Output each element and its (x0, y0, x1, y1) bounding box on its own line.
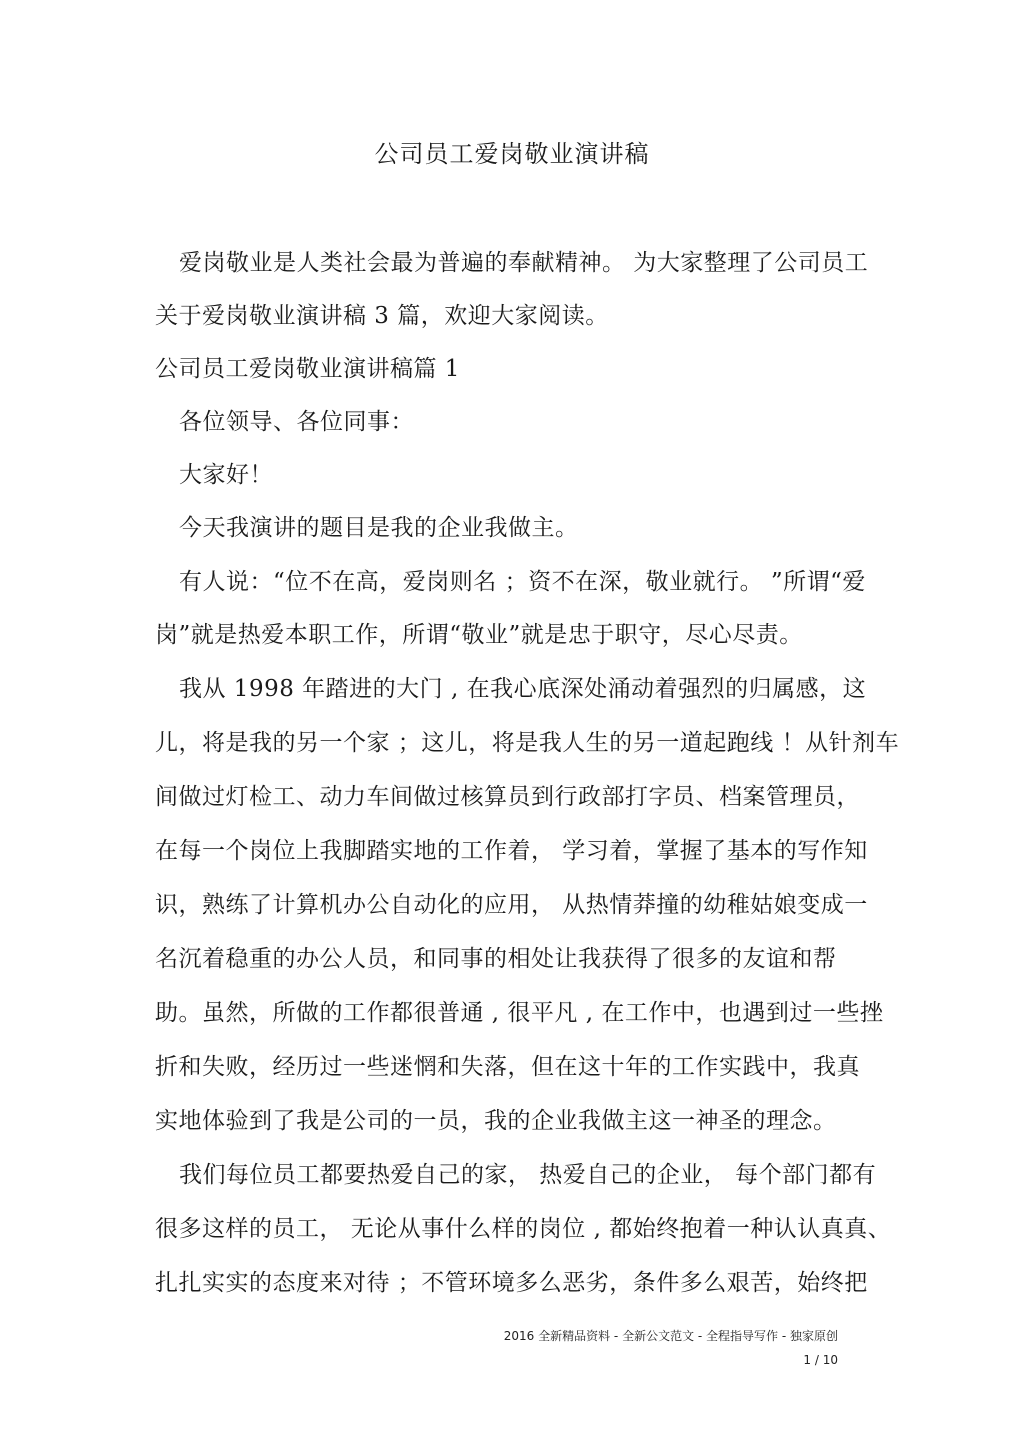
page-footer: 2016 全新精品资料 - 全新公文范文 - 全程指导写作 - 独家原创 (503, 1329, 838, 1343)
greeting: 大家好！ (179, 462, 273, 488)
body-line: 爱岗敬业是人类社会最为普遍的奉献精神。 为大家整理了公司员工 (179, 250, 869, 276)
body-line: 今天我演讲的题目是我的企业我做主。 (179, 515, 579, 541)
body-line: 岗”就是热爱本职工作，所谓“敬业”就是忠于职守，尽心尽责。 (155, 622, 803, 648)
body-line: 名沉着稳重的办公人员，和同事的相处让我获得了很多的友谊和帮 (155, 946, 837, 972)
body-line: 在每一个岗位上我脚踏实地的工作着， 学习着，掌握了基本的写作知 (155, 838, 868, 864)
salutation: 各位领导、各位同事： (179, 409, 414, 435)
body-line: 助。虽然，所做的工作都很普通 , 很平凡 , 在工作中，也遇到过一些挫 (155, 1000, 884, 1026)
document-title: 公司员工爱岗敬业演讲稿 (374, 140, 650, 168)
body-line: 儿，将是我的另一个家 ；这儿，将是我人生的另一道起跑线 ！从针剂车 (155, 730, 900, 756)
body-line: 关于爱岗敬业演讲稿 3 篇，欢迎大家阅读。 (155, 303, 609, 329)
body-line: 有人说：“位不在高，爱岗则名 ；资不在深，敬业就行。 ”所谓“爱 (179, 569, 866, 595)
body-line: 我们每位员工都要热爱自己的家， 热爱自己的企业， 每个部门都有 (179, 1162, 877, 1188)
body-line: 很多这样的员工， 无论从事什么样的岗位 , 都始终抱着一种认认真真、 (155, 1216, 892, 1242)
body-line: 我从 1998 年踏进的大门 , 在我心底深处涌动着强烈的归属感，这 (179, 676, 867, 702)
body-line: 识，熟练了计算机办公自动化的应用， 从热情莽撞的幼稚姑娘变成一 (155, 892, 868, 918)
body-line: 间做过灯检工、动力车间做过核算员到行政部打字员、档案管理员， (155, 784, 860, 810)
page-number: 1 / 10 (803, 1353, 838, 1367)
body-line: 折和失败，经历过一些迷惘和失落，但在这十年的工作实践中，我真 (155, 1054, 860, 1080)
section-heading: 公司员工爱岗敬业演讲稿篇 1 (155, 356, 460, 382)
body-line: 实地体验到了我是公司的一员，我的企业我做主这一神圣的理念。 (155, 1108, 837, 1134)
body-line: 扎扎实实的态度来对待 ；不管环境多么恶劣，条件多么艰苦，始终把 (155, 1270, 868, 1296)
